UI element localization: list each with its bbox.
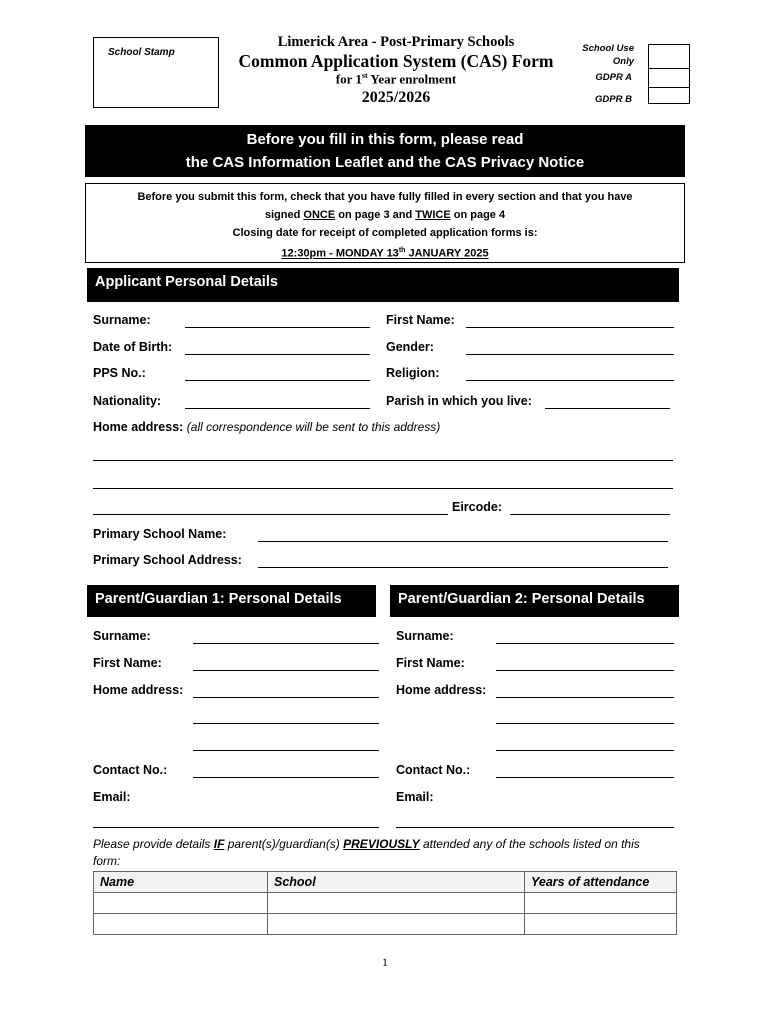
school-use-label: School Use — [582, 43, 634, 54]
g1-email-field[interactable] — [93, 827, 379, 828]
table-cell-school[interactable] — [268, 914, 525, 935]
primary-school-address-field[interactable] — [258, 567, 668, 568]
g1-home-address-line3[interactable] — [193, 750, 379, 751]
applicant-section-header: Applicant Personal Details — [87, 268, 679, 302]
page-number: 1 — [382, 955, 388, 969]
col-years-header: Years of attendance — [525, 872, 677, 893]
g2-home-address-line3[interactable] — [496, 750, 674, 751]
banner-line1: Before you fill in this form, please read — [246, 131, 524, 148]
gender-field[interactable] — [466, 354, 674, 355]
home-address-label: Home address: (all correspondence will be sent to this address) — [93, 420, 441, 434]
eircode-field[interactable] — [510, 514, 670, 515]
header-line3: for 1st Year enrolment — [335, 71, 457, 87]
g1-surname-label: Surname: — [93, 629, 151, 643]
previous-attendance-note: Please provide details IF parent(s)/guardian(s) PREVIOUSLY attended any of the schools listed on this form: — [93, 837, 640, 868]
parish-field[interactable] — [545, 408, 670, 409]
col-name-header: Name — [94, 872, 268, 893]
banner-line2: the CAS Information Leaflet and the CAS Privacy Notice — [185, 154, 585, 171]
dob-field[interactable] — [185, 354, 370, 355]
guardian2-section-header: Parent/Guardian 2: Personal Details — [390, 585, 679, 617]
table-cell-years[interactable] — [525, 893, 677, 914]
g1-surname-field[interactable] — [193, 643, 379, 644]
gdpr-a-box[interactable] — [648, 68, 690, 88]
form-title: Common Application System (CAS) Form — [238, 51, 554, 71]
religion-label: Religion: — [386, 366, 440, 380]
surname-label: Surname: — [93, 313, 151, 327]
g2-surname-label: Surname: — [396, 629, 454, 643]
religion-field[interactable] — [466, 380, 674, 381]
surname-field[interactable] — [185, 327, 370, 328]
gender-label: Gender: — [386, 340, 434, 354]
primary-school-name-field[interactable] — [258, 541, 668, 542]
table-row — [94, 893, 677, 914]
eircode-label: Eircode: — [452, 500, 503, 514]
pps-label: PPS No.: — [93, 366, 146, 380]
table-cell-years[interactable] — [525, 914, 677, 935]
g2-home-address-label: Home address: — [396, 683, 487, 697]
first-name-label: First Name: — [386, 313, 455, 327]
home-address-line2[interactable] — [93, 488, 673, 489]
read-leaflet-banner — [85, 125, 685, 177]
parish-label: Parish in which you live: — [386, 394, 532, 408]
col-school-header: School — [268, 872, 525, 893]
gdpr-a-label: GDPR A — [595, 72, 632, 83]
nationality-field[interactable] — [185, 408, 370, 409]
g2-email-field[interactable] — [396, 827, 674, 828]
gdpr-b-label: GDPR B — [595, 94, 632, 105]
g1-home-address-line1[interactable] — [193, 697, 379, 698]
table-row — [94, 914, 677, 935]
g1-email-label: Email: — [93, 790, 131, 804]
g2-home-address-line2[interactable] — [496, 723, 674, 724]
school-stamp-label: School Stamp — [108, 47, 175, 58]
primary-school-name-label: Primary School Name: — [93, 527, 227, 541]
g1-first-name-label: First Name: — [93, 656, 162, 670]
pps-field[interactable] — [185, 380, 370, 381]
notice-line1: Before you submit this form, check that you have fully filled in every section and that you have — [137, 191, 633, 203]
dob-label: Date of Birth: — [93, 340, 173, 354]
closing-date: 12:30pm - MONDAY 13th JANUARY 2025 — [281, 247, 489, 260]
g2-surname-field[interactable] — [496, 643, 674, 644]
table-cell-name[interactable] — [94, 914, 268, 935]
primary-school-address-label: Primary School Address: — [93, 553, 242, 567]
g1-home-address-label: Home address: — [93, 683, 184, 697]
form-year: 2025/2026 — [361, 89, 431, 106]
g2-home-address-line1[interactable] — [496, 697, 674, 698]
table-header-row — [94, 872, 677, 893]
school-use-box[interactable] — [648, 44, 690, 69]
home-address-line3[interactable] — [93, 514, 448, 515]
g1-contact-label: Contact No.: — [93, 763, 168, 777]
g2-contact-label: Contact No.: — [396, 763, 471, 777]
notice-line3: Closing date for receipt of completed application forms is: — [232, 227, 538, 239]
table-cell-name[interactable] — [94, 893, 268, 914]
header-line1: Limerick Area - Post-Primary Schools — [277, 34, 515, 50]
first-name-field[interactable] — [466, 327, 674, 328]
home-address-note: (all correspondence will be sent to this address) — [186, 420, 441, 434]
school-use-only-label: Only — [612, 56, 634, 67]
previous-attendance-table — [93, 871, 677, 935]
gdpr-b-box[interactable] — [648, 87, 690, 104]
guardian1-section-header: Parent/Guardian 1: Personal Details — [87, 585, 376, 617]
nationality-label: Nationality: — [93, 394, 162, 408]
g1-home-address-line2[interactable] — [193, 723, 379, 724]
notice-line2: signed ONCE on page 3 and TWICE on page 4 — [264, 209, 506, 221]
g2-contact-field[interactable] — [496, 777, 674, 778]
submission-notice — [85, 183, 685, 263]
g2-first-name-label: First Name: — [396, 656, 465, 670]
g1-first-name-field[interactable] — [193, 670, 379, 671]
g2-email-label: Email: — [396, 790, 434, 804]
home-address-line1[interactable] — [93, 460, 673, 461]
table-cell-school[interactable] — [268, 893, 525, 914]
g2-first-name-field[interactable] — [496, 670, 674, 671]
g1-contact-field[interactable] — [193, 777, 379, 778]
